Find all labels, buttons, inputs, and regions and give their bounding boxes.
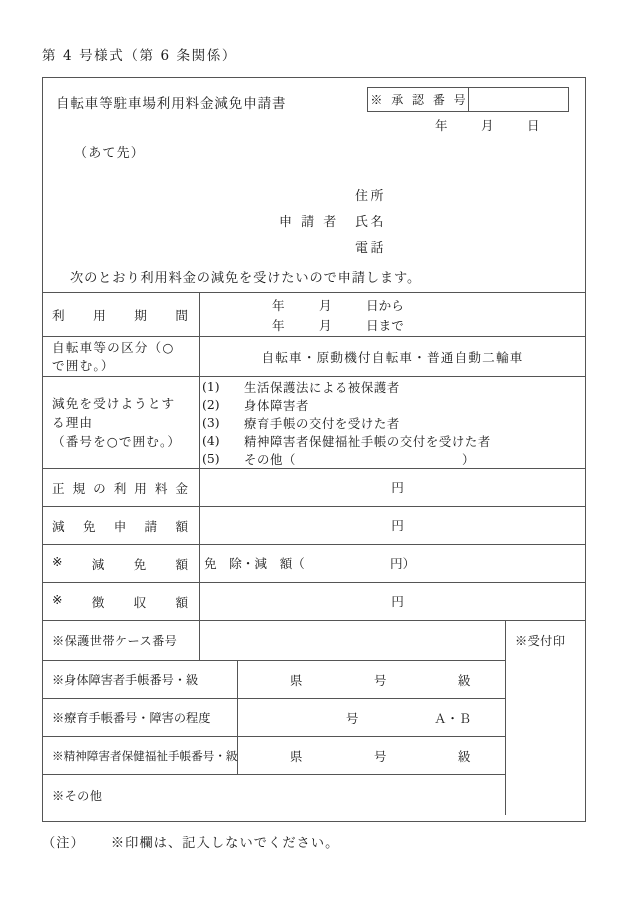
reduction-reason-label-line1: 減免を受けようとす [52,396,176,411]
regular-fee-body[interactable] [200,469,585,506]
reason-option-5-close-paren: ） [462,451,475,467]
requested-reduction-char-5: 額 [175,519,188,534]
table-row-requested-reduction [43,507,585,545]
collected-amount-char-3: 収 [133,595,147,610]
applicant-address-label: 住所 [355,188,387,204]
reduction-reason-options [200,377,585,468]
form-number: 第 4 号様式（第 6 条関係） [42,48,237,64]
table-row-vehicle-classification [43,337,585,377]
mental-handbook-prefecture: 県 [290,748,303,764]
reason-option-2[interactable] [202,396,575,414]
period-end-day: 日まで [366,318,404,333]
applicant-name-label: 氏名 [355,214,387,230]
regular-fee-char-5: 用 [134,481,147,496]
regular-fee-unit: 円 [391,480,404,495]
collected-amount-label-text [52,592,188,611]
vehicle-classification-label-line2: で囲む。） [52,357,115,373]
regular-fee-char-4: 利 [113,481,127,496]
footer-note-text: ※印欄は、記入しないでください。 [110,836,340,851]
ryoiku-handbook-grade: Ａ・Ｂ [434,710,472,726]
table-row-ryoiku-handbook [43,699,505,737]
approval-date-year: 年 [435,118,448,133]
ryoiku-handbook-label: ※療育手帳番号・障害の程度 [43,699,238,736]
approval-number-box [367,87,569,112]
applicant-name-row [279,207,386,233]
usage-period-char-3: 期 [134,308,147,323]
reduction-reason-label-line2: る理由 [52,415,94,430]
physical-handbook-grade: 級 [458,672,471,688]
requested-reduction-char-1: 減 [52,519,65,534]
table-row-approved-reduction [43,545,585,583]
usage-period-char-2: 用 [93,308,106,323]
addressee-label: （あて先） [74,146,146,161]
vehicle-classification-options: 自転車・原動機付自転車・普通自動二輪車 [261,350,524,365]
mental-handbook-number: 号 [374,748,387,764]
approved-reduction-char-3: 免 [133,557,147,572]
regular-fee-label-text [52,478,188,497]
regular-fee-char-1: 正 [52,481,65,496]
approved-reduction-char-4: 額 [175,557,188,572]
approved-reduction-char-1: ※ [52,554,63,569]
collected-amount-body[interactable] [200,583,585,620]
applicant-address-row [279,181,386,207]
usage-period-body[interactable] [200,293,585,336]
vehicle-classification-label [43,337,200,376]
reason-option-3-text: 療育手帳の交付を受けた者 [244,415,400,431]
reason-option-5-text: その他（ [244,451,296,467]
regular-fee-char-3: の [93,481,106,496]
approved-reduction-char-2: 減 [91,557,105,572]
requested-reduction-char-3: 申 [113,519,127,534]
usage-period-start [210,295,575,315]
table-row-usage-period [43,293,585,337]
other-label: ※その他 [52,788,103,803]
regular-fee-char-2: 規 [72,481,86,496]
collected-amount-unit: 円 [391,594,404,609]
table-row-reduction-reason [43,377,585,469]
reason-option-1-text: 生活保護法による被保護者 [244,379,400,395]
usage-period-end [210,315,575,335]
receipt-stamp-cell[interactable] [506,621,585,815]
reason-option-1-number: (1) [202,379,220,394]
requested-reduction-char-4: 請 [144,519,158,534]
applicant-phone-row [279,233,386,259]
footer-note-marker: （注） [42,836,85,851]
applicant-block [279,181,386,259]
intro-sentence: 次のとおり利用料金の減免を受けたいので申請します。 [70,271,422,286]
approved-reduction-unit: 円） [390,556,416,571]
ryoiku-handbook-body[interactable] [238,699,505,736]
applicant-role-label: 申 請 者 [279,214,339,230]
table-bottom-block [43,621,585,815]
approval-date-day: 日 [527,118,540,133]
vehicle-classification-label-line1: 自転車等の区分（○ [52,339,175,355]
regular-fee-char-7: 金 [175,481,188,496]
welfare-case-number-label: ※保護世帯ケース番号 [43,621,200,660]
reason-option-4-text: 精神障害者保健福祉手帳の交付を受けた者 [244,433,491,449]
regular-fee-char-6: 料 [154,481,168,496]
receipt-stamp-label: ※受付印 [515,634,566,648]
requested-reduction-body[interactable] [200,507,585,544]
requested-reduction-label-text [52,516,188,535]
requested-reduction-label [43,507,200,544]
reason-option-2-text: 身体障害者 [244,397,309,413]
reason-option-3[interactable] [202,414,575,432]
collected-amount-char-4: 額 [175,595,188,610]
reason-option-5[interactable] [202,450,575,468]
approved-reduction-label [43,545,200,582]
footer-note [42,832,339,851]
vehicle-classification-body[interactable] [200,337,585,376]
collected-amount-char-1: ※ [52,592,63,607]
mental-handbook-label: ※精神障害者保健福祉手帳番号・級 [43,737,238,774]
table-row-collected-amount [43,583,585,621]
approval-number-field[interactable] [469,88,568,111]
table-row-physical-handbook [43,661,505,699]
regular-fee-label [43,469,200,506]
period-start-year: 年 [272,298,285,313]
physical-handbook-prefecture: 県 [290,672,303,688]
collected-amount-char-2: 徴 [91,595,105,610]
period-start-month: 月 [319,298,332,313]
approved-reduction-prefix: 免 除・減 額（ [204,556,305,571]
form-table [43,292,585,815]
requested-reduction-unit: 円 [391,518,404,533]
welfare-case-number-field[interactable] [200,621,505,660]
usage-period-label [43,293,200,336]
approved-reduction-body[interactable] [200,545,585,582]
physical-handbook-number: 号 [374,672,387,688]
bottom-left-rows [43,621,506,815]
period-end-month: 月 [319,318,332,333]
ryoiku-handbook-number: 号 [346,710,359,726]
approval-date-line [435,116,540,134]
physical-handbook-label: ※身体障害者手帳番号・級 [43,661,238,698]
applicant-phone-label: 電話 [355,240,387,256]
reason-option-4[interactable] [202,432,575,450]
period-start-day: 日から [366,298,404,313]
reduction-reason-label-line3: （番号を○で囲む。） [52,434,182,449]
reduction-reason-label [43,377,200,468]
reason-option-5-number: (5) [202,451,220,466]
usage-period-char-4: 間 [175,308,188,323]
reason-option-3-number: (3) [202,415,220,430]
table-row-regular-fee [43,469,585,507]
reason-option-2-number: (2) [202,397,220,412]
physical-handbook-body[interactable] [238,661,505,698]
table-row-welfare-case-number [43,621,505,661]
period-end-year: 年 [272,318,285,333]
usage-period-label-text [52,305,188,324]
approved-reduction-label-text [52,554,188,573]
document-title: 自転車等駐車場利用料金減免申請書 [56,96,287,112]
approval-number-label: ※ 承 認 番 号 [368,88,469,111]
form-frame [42,77,586,822]
table-row-other[interactable] [43,775,505,815]
reason-option-4-number: (4) [202,433,220,448]
mental-handbook-body[interactable] [238,737,505,774]
collected-amount-label [43,583,200,620]
mental-handbook-grade: 級 [458,748,471,764]
usage-period-char-1: 利 [52,308,65,323]
approval-date-month: 月 [481,118,494,133]
requested-reduction-char-2: 免 [82,519,96,534]
reason-option-1[interactable] [202,378,575,396]
table-row-mental-handbook [43,737,505,775]
